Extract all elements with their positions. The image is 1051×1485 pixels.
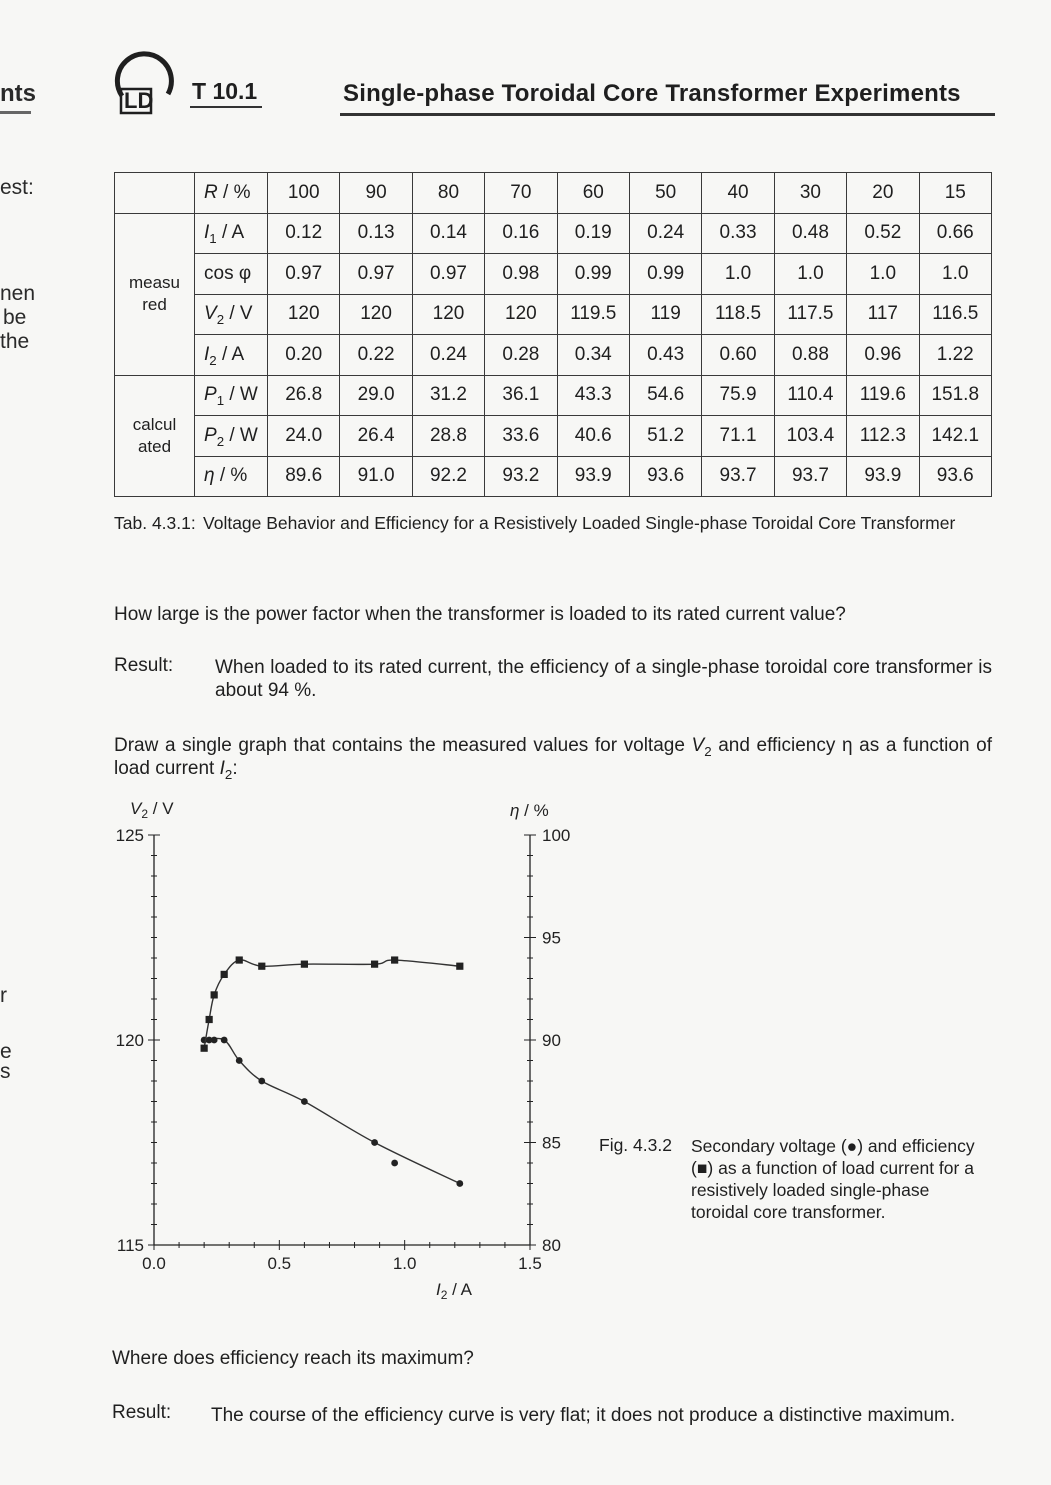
table-cell: 93.2 — [485, 456, 557, 497]
table-cell: 1.0 — [702, 254, 774, 295]
table-row — [115, 173, 992, 214]
table-cell: 1.22 — [919, 335, 991, 376]
result-maximum: The course of the efficiency curve is very flat; it does not produce a distinctive maximum. — [211, 1405, 956, 1426]
table-cell: 0.97 — [268, 254, 340, 295]
table-cell: 26.4 — [340, 416, 412, 457]
table-cell: 120 — [268, 294, 340, 335]
table-cell: 0.97 — [412, 254, 484, 295]
margin-fragment: the — [0, 330, 30, 353]
margin-fragment: e — [0, 1040, 12, 1063]
table-cell: 0.66 — [919, 213, 991, 254]
table-cell: 90 — [340, 173, 412, 214]
table-cell: 119.5 — [557, 294, 629, 335]
table-cell: 0.28 — [485, 335, 557, 376]
table-cell: 0.48 — [774, 213, 846, 254]
table-cell: 80 — [412, 173, 484, 214]
table-cell: 54.6 — [629, 375, 701, 416]
table-caption-label: Tab. 4.3.1: — [114, 513, 196, 533]
table-cell: 89.6 — [268, 456, 340, 497]
table-cell: 120 — [485, 294, 557, 335]
margin-rule — [0, 111, 31, 114]
table-cell: 20 — [847, 173, 919, 214]
margin-fragment: est: — [0, 176, 34, 199]
left-tick-label: 125 — [115, 826, 144, 845]
right-tick-label: 100 — [542, 826, 571, 845]
measurement-table — [114, 172, 992, 497]
table-cell: 36.1 — [485, 375, 557, 416]
figure-caption-label: Fig. 4.3.2 — [599, 1135, 672, 1155]
table-cell: 93.9 — [557, 456, 629, 497]
table-cell: 24.0 — [268, 416, 340, 457]
x-tick-label: 0.0 — [142, 1254, 166, 1273]
table-cell: 93.7 — [702, 456, 774, 497]
efficiency-point — [371, 961, 378, 968]
margin-fragment: r — [0, 984, 7, 1007]
header-rule — [340, 113, 995, 116]
group-measured: measu red — [115, 213, 195, 375]
table-cell: 0.14 — [412, 213, 484, 254]
table-row — [115, 456, 992, 497]
voltage-point — [221, 1037, 228, 1044]
table-cell: 0.12 — [268, 213, 340, 254]
x-axis-title: $I_2$ / A — [436, 1280, 472, 1302]
efficiency-point — [206, 1016, 213, 1023]
right-tick-label: 80 — [542, 1236, 561, 1255]
quantity-label: $I_2$ / A — [195, 335, 268, 376]
table-cell: 92.2 — [412, 456, 484, 497]
table-cell: 71.1 — [702, 416, 774, 457]
quantity-label: $V_2$ / V — [195, 294, 268, 335]
table-cell: 26.8 — [268, 375, 340, 416]
voltage-efficiency-chart — [100, 790, 600, 1310]
efficiency-point — [211, 991, 218, 998]
efficiency-point — [301, 961, 308, 968]
table-cell: 142.1 — [919, 416, 991, 457]
efficiency-point — [221, 971, 228, 978]
table-cell: 30 — [774, 173, 846, 214]
table-cell: 119 — [629, 294, 701, 335]
table-row — [115, 375, 992, 416]
quantity-label: η / % — [195, 456, 268, 497]
logo-text: LD — [124, 88, 154, 113]
table-cell: 28.8 — [412, 416, 484, 457]
table-cell: 112.3 — [847, 416, 919, 457]
table-cell: 118.5 — [702, 294, 774, 335]
table-cell: 110.4 — [774, 375, 846, 416]
figure-caption-text: Secondary voltage (●) and efficiency (■) as a function of load current for a resistively loaded single-phase toroidal core transformer. — [691, 1136, 975, 1222]
quantity-label: cos φ — [195, 254, 268, 295]
table-cell: 43.3 — [557, 375, 629, 416]
table-cell: 93.6 — [919, 456, 991, 497]
table-cell: 0.16 — [485, 213, 557, 254]
table-cell: 1.0 — [847, 254, 919, 295]
test-number: T 10.1 — [192, 78, 258, 104]
efficiency-point — [456, 963, 463, 970]
table-cell: 0.22 — [340, 335, 412, 376]
x-tick-label: 0.5 — [267, 1254, 292, 1273]
table-cell: 0.98 — [485, 254, 557, 295]
efficiency-curve — [204, 960, 460, 1048]
question-power-factor: How large is the power factor when the transformer is loaded to its rated current value? — [114, 604, 846, 625]
table-cell: 0.52 — [847, 213, 919, 254]
table-cell: 60 — [557, 173, 629, 214]
table-cell: 93.9 — [847, 456, 919, 497]
right-axis-title: η / % — [510, 801, 549, 820]
table-cell: 40.6 — [557, 416, 629, 457]
table-cell: 91.0 — [340, 456, 412, 497]
table-cell: 40 — [702, 173, 774, 214]
margin-fragment: nen — [0, 282, 36, 305]
quantity-label: $I_1$ / A — [195, 213, 268, 254]
efficiency-point — [236, 956, 243, 963]
table-cell: 117.5 — [774, 294, 846, 335]
table-cell: 1.0 — [774, 254, 846, 295]
efficiency-point — [391, 956, 398, 963]
table-cell: 0.19 — [557, 213, 629, 254]
table-corner-cell — [115, 173, 195, 214]
table-cell: 100 — [268, 173, 340, 214]
question-graph: Draw a single graph that contains the measured values for voltage $V_2$ and efficiency η as a function of load current $I_2$: — [114, 735, 992, 782]
page-title: Single-phase Toroidal Core Transformer Experiments — [343, 80, 961, 107]
table-row — [115, 416, 992, 457]
table-cell: 0.60 — [702, 335, 774, 376]
left-tick-label: 115 — [116, 1236, 144, 1255]
table-cell: 70 — [485, 173, 557, 214]
table-cell: 0.34 — [557, 335, 629, 376]
right-tick-label: 95 — [542, 928, 561, 948]
table-cell: 119.6 — [847, 375, 919, 416]
table-cell: 0.20 — [268, 335, 340, 376]
result-label: Result: — [114, 655, 174, 676]
table-row — [115, 294, 992, 335]
margin-fragment: s — [0, 1060, 11, 1083]
table-row — [115, 335, 992, 376]
table-cell: 93.6 — [629, 456, 701, 497]
efficiency-point — [258, 963, 265, 970]
table-cell: 116.5 — [919, 294, 991, 335]
margin-fragment: be — [3, 306, 27, 329]
x-tick-label: 1.5 — [518, 1254, 542, 1273]
result-label: Result: — [112, 1402, 172, 1423]
table-cell: 0.99 — [557, 254, 629, 295]
margin-fragment: nts — [0, 80, 36, 107]
quantity-label: $P_1$ / W — [195, 375, 268, 416]
table-cell: 0.43 — [629, 335, 701, 376]
left-tick-label: 120 — [115, 1031, 144, 1050]
result-efficiency: When loaded to its rated current, the efficiency of a single-phase toroidal core transformer is about 94 %. — [215, 657, 992, 701]
table-cell: 0.24 — [412, 335, 484, 376]
table-cell: 29.0 — [340, 375, 412, 416]
x-tick-label: 1.0 — [392, 1254, 417, 1273]
table-cell: 0.13 — [340, 213, 412, 254]
table-cell: 0.88 — [774, 335, 846, 376]
header-rule — [190, 106, 262, 108]
voltage-point — [371, 1139, 378, 1146]
table-cell: 75.9 — [702, 375, 774, 416]
table-cell: 51.2 — [629, 416, 701, 457]
table-cell: 120 — [412, 294, 484, 335]
quantity-label: R / % — [195, 173, 268, 214]
voltage-point — [258, 1078, 265, 1085]
table-cell: 1.0 — [919, 254, 991, 295]
question-maximum: Where does efficiency reach its maximum? — [112, 1348, 474, 1369]
table-cell: 15 — [919, 173, 991, 214]
voltage-point — [236, 1057, 243, 1064]
table-cell: 0.97 — [340, 254, 412, 295]
right-tick-label: 85 — [542, 1133, 561, 1153]
voltage-point — [391, 1160, 398, 1167]
left-axis-title: $V_2$ / V — [130, 799, 174, 821]
table-cell: 151.8 — [919, 375, 991, 416]
voltage-point — [456, 1180, 463, 1187]
table-cell: 0.99 — [629, 254, 701, 295]
table-cell: 120 — [340, 294, 412, 335]
table-cell: 117 — [847, 294, 919, 335]
right-tick-label: 90 — [542, 1031, 561, 1050]
voltage-point — [211, 1037, 218, 1044]
table-cell: 33.6 — [485, 416, 557, 457]
table-cell: 0.96 — [847, 335, 919, 376]
group-calculated: calcul ated — [115, 375, 195, 497]
table-cell: 0.33 — [702, 213, 774, 254]
table-row — [115, 213, 992, 254]
table-cell: 31.2 — [412, 375, 484, 416]
table-cell: 103.4 — [774, 416, 846, 457]
ld-logo-icon — [112, 46, 176, 116]
table-cell: 93.7 — [774, 456, 846, 497]
table-cell: 0.24 — [629, 213, 701, 254]
table-cell: 50 — [629, 173, 701, 214]
voltage-point — [301, 1098, 308, 1105]
efficiency-point — [201, 1045, 208, 1052]
quantity-label: $P_2$ / W — [195, 416, 268, 457]
table-caption-text: Voltage Behavior and Efficiency for a Resistively Loaded Single-phase Toroidal Core Transformer — [203, 513, 956, 533]
table-row — [115, 254, 992, 295]
